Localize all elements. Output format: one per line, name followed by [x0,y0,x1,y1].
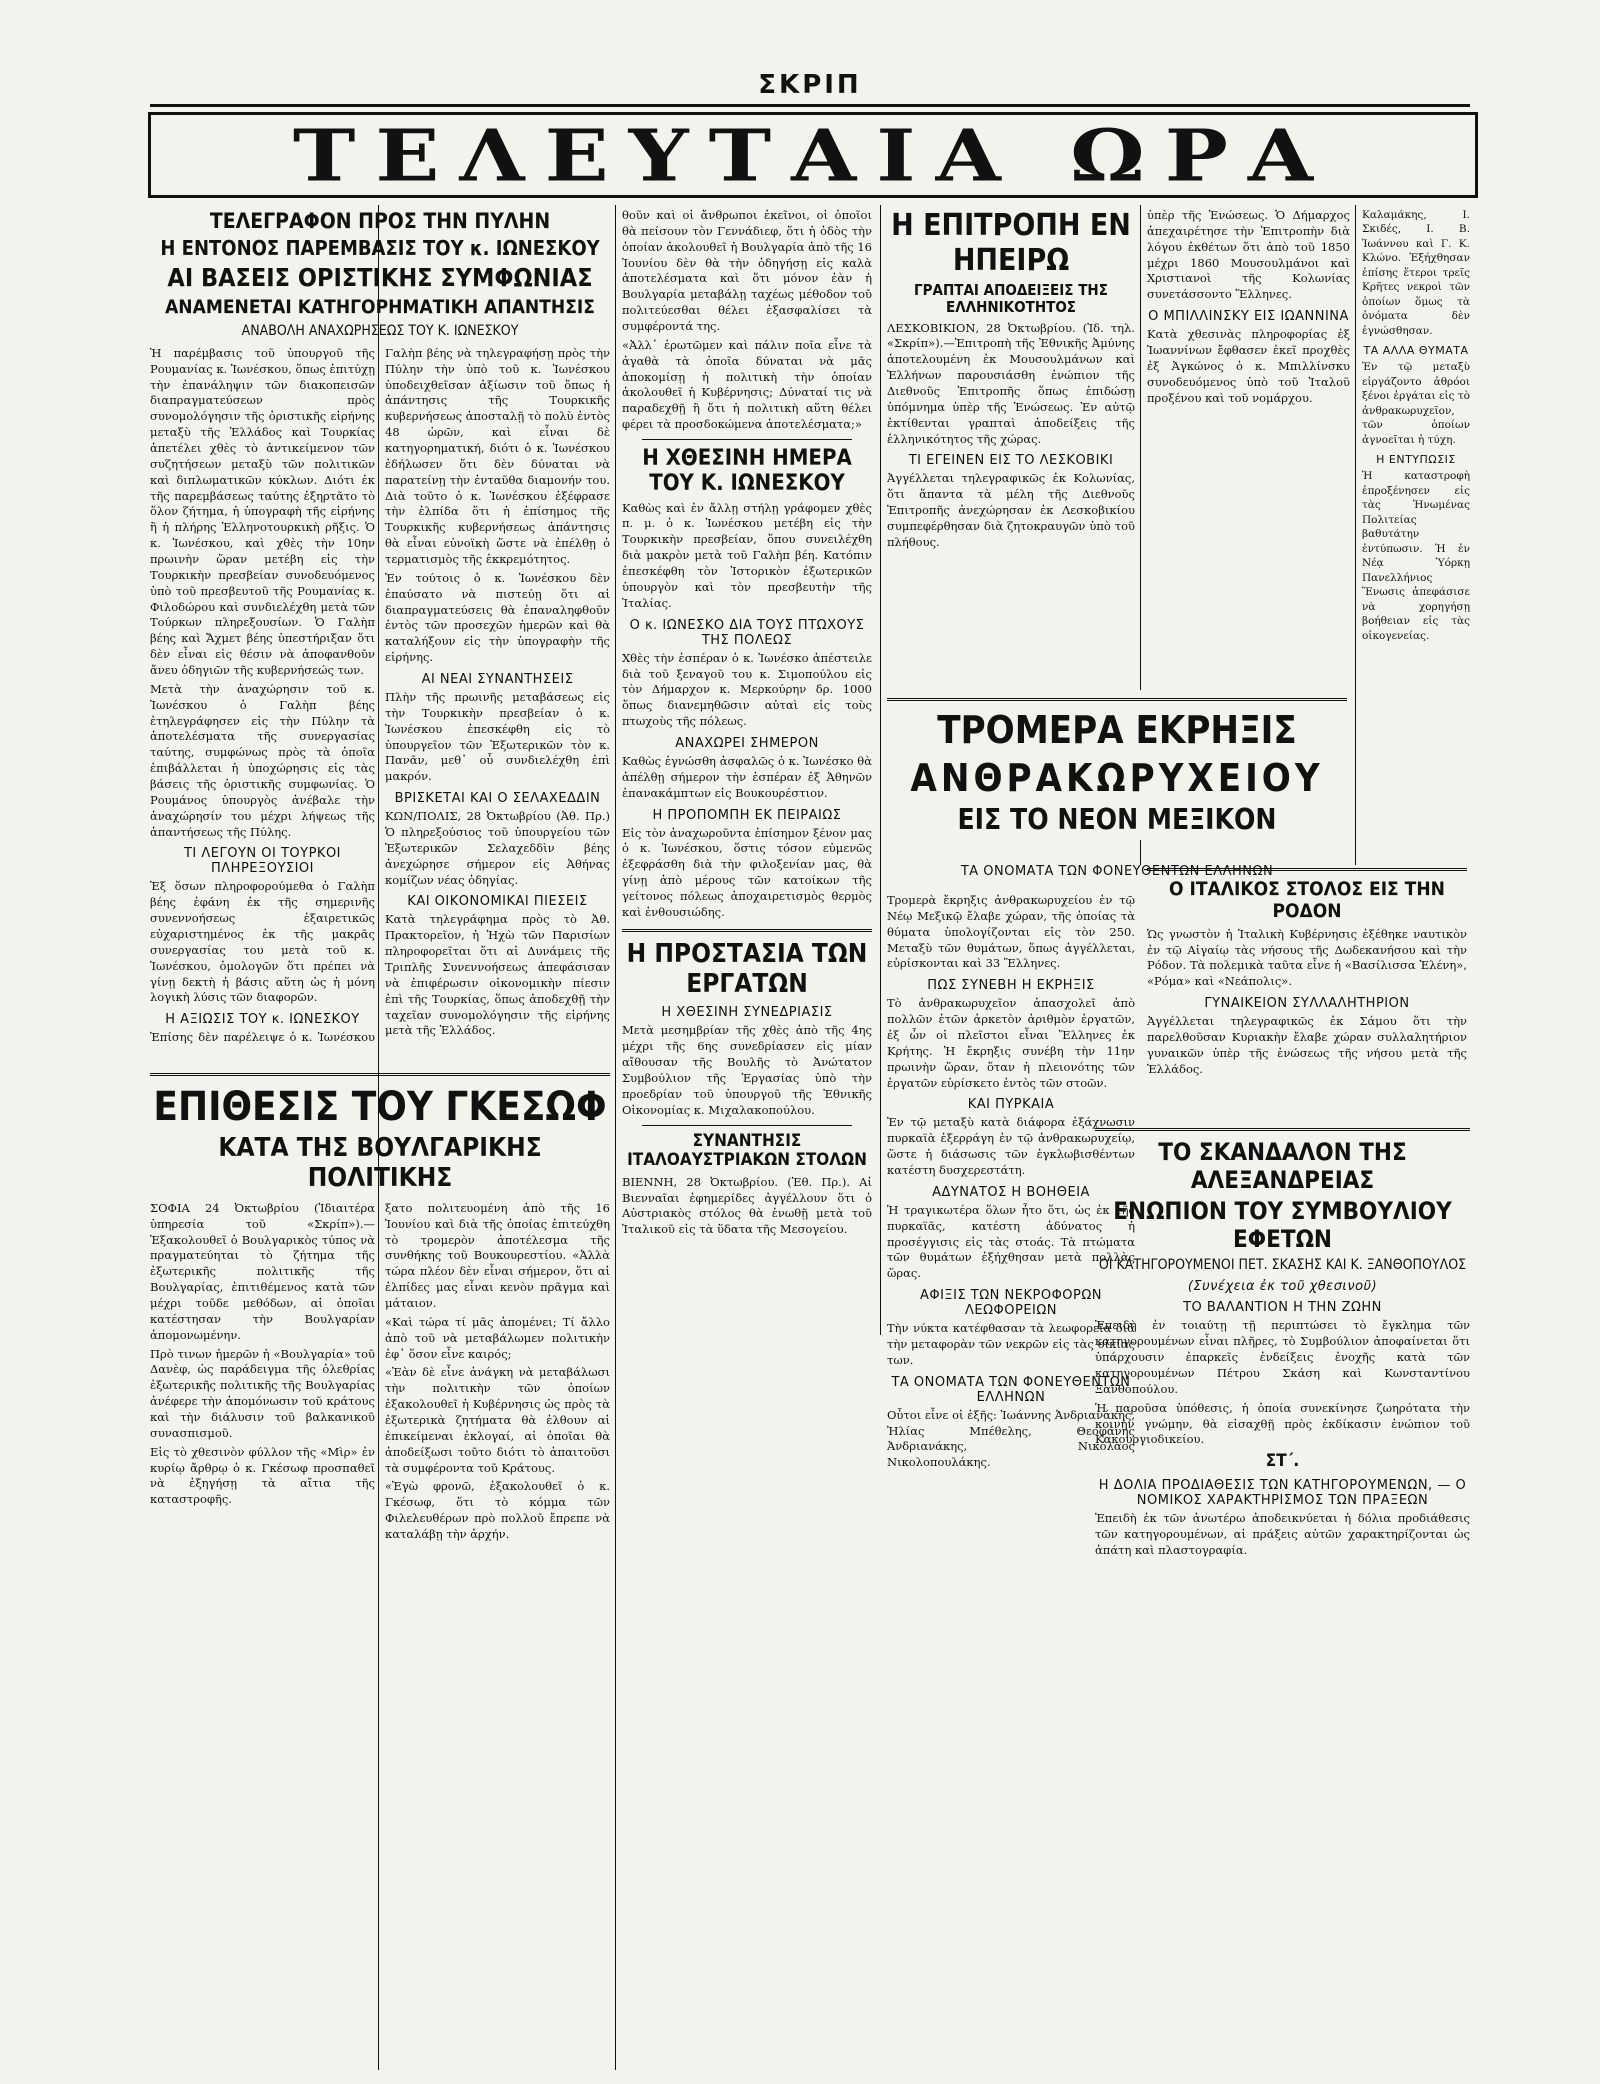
article-text: Εἰς τὸ χθεσινὸν φύλλον τῆς «Μὶρ» ἐν κυρίῳ ἄρθρῳ ὁ κ. Γκέσωφ προσπαθεῖ νὰ ἐξηγήσῃ τὰ αἴτια τῆς καταστροφῆς. [150,1444,375,1507]
headline: Η ΧΘΕΣΙΝΗ ΗΜΕΡΑ ΤΟΥ Κ. ΙΩΝΕΣΚΟΥ [642,446,852,497]
article-text: Ἐπειδὴ ἐκ τῶν ἀνωτέρω ἀποδεικνύεται ἡ δόλια προδιάθεσις τῶν κατηγορουμένων, αἱ πράξεις αὐτῶν χαρακτηρίζονται ὡς ἀπάτη καὶ πλαστογραφία. [1095,1510,1470,1557]
article-text: Κατὰ χθεσινὰς πληροφορίας ἐξ Ἰωαννίνων ἔφθασεν ἐκεῖ προχθὲς ἐξ Ἀγκώνος ὁ κ. Μπιλλίνσκυ συνοδευόμενος ὑπὸ τοῦ Ἰταλοῦ προξένου καὶ τοῦ νομάρχου. [1147,327,1350,405]
subheadline: ΑΝΑΒΟΛΗ ΑΝΑΧΩΡΗΣΕΩΣ ΤΟΥ Κ. ΙΩΝΕΣΚΟΥ [241,322,519,339]
subheadline: ΑΙ ΝΕΑΙ ΣΥΝΑΝΤΗΣΕΙΣ [421,672,574,688]
separator [642,439,852,440]
article-text: «Ἐὰν δὲ εἶνε ἀνάγκη νὰ μεταβάλωσι τὴν πολιτικὴν τῶν ὁποίων ἐξακολουθεῖ ἡ Κυβέρνησις ὡς πρὸς τὰ ἐξωτερικὰ ζητήματα θὰ ἐλθουν αἱ ἐπικείμεναι ἐκλογαί, αἱ ὁποῖαι θὰ ἀποδείξωσι τοῦτο διότι τὸ ἀπαιτοῦσι τὰ συμφέροντα τοῦ Κράτους. [385,1365,610,1475]
subheadline: ΑΔΥΝΑΤΟΣ Η ΒΟΗΘΕΙΑ [932,1184,1090,1200]
article-text: ΣΟΦΙΑ 24 Ὀκτωβρίου (Ἰδιαιτέρα ὑπηρεσία τοῦ «Σκρίπ»).—Ἐξακολουθεῖ ὁ Βουλγαρικὸς τύπος νὰ πραγματεύηται τὸ ζήτημα τῆς ἐξωτερικῆς πολιτικῆς τῆς Βουλγαρίας, ἐπιτιθέμενος κατὰ τῶν μέχρι τοῦδε μεθόδων, αἱ ὁποῖαι κατέστησαν τὴν Βουλγαρίαν ἀπομονωμένην. [150,1200,375,1342]
separator [1095,1128,1470,1131]
article-text: Καθὼς ἐγνώσθη ἀσφαλῶς ὁ κ. Ἰωνέσκο θὰ ἀπέλθῃ σήμερον τὴν ἑσπέραν ἐξ Ἀθηνῶν ἐπανακάμπτων εἰς Βουκουρέστιον. [622,753,872,800]
article-text: Ἡ τραγικωτέρα ὅλων ἦτο ὅτι, ὡς ἐκ τῆς πυρκαϊᾶς, κατέστη ἀδύνατος ἡ προσέγγισις εἰς τὰς στοάς. Τὰ πτώματα τῶν θυμάτων ἐξήχθησαν μετὰ πολλὰς ὥρας. [887,1202,1135,1281]
headline: ΣΥΝΑΝΤΗΣΙΣ ΙΤΑΛΟΑΥΣΤΡΙΑΚΩΝ ΣΤΟΛΩΝ [627,1130,867,1171]
section-banner [148,112,1478,198]
article-text: ξατο πολιτευομένη ἀπὸ τῆς 16 Ἰουνίου καὶ διὰ τῆς ὁποίας ἐπιτεύχθη τὸ τρομερὸν ἀποτέλεσμα τῆς συνθήκης τοῦ Βουκουρεστίου. «Ἀλλὰ τώρα πλέον δὲν εἶναι σήμερον, ὅτι αἱ ἐλπίδες μας εἶναι κενὸν πρᾶγμα καὶ μάταιον. [385,1200,610,1310]
subheadline: ΤΑ ΟΝΟΜΑΤΑ ΤΩΝ ΦΟΝΕΥΘΕΝΤΩΝ ΕΛΛΗΝΩΝ [960,864,1274,879]
column-rule [615,205,616,2070]
subheadline: ΤΙ ΕΓΕΙΝΕΝ ΕΙΣ ΤΟ ΛΕΣΚΟΒΙΚΙ [908,453,1114,469]
article-text: Ἐξ ὅσων πληροφορούμεθα ὁ Γαλὴπ βέης ἐφάνη ἐκ τῆς σημερινῆς συνεννοήσεως ἐξαιρετικῶς εὐχαριστημένος ἐκ τῆς μακρᾶς συνεργασίας του μετὰ τοῦ κ. Ἰωνέσκου, ὁμολογῶν ὅτι πρέπει νὰ γίνῃ δεκτὴ ἡ βάσις αὕτη ὡς ἡ μόνη λογικὴ λύσις τῶν διαφορῶν. [150,879,375,1005]
article-text: Ἡ παρέμβασις τοῦ ὑπουργοῦ τῆς Ρουμανίας κ. Ἰωνέσκου, ὅπως ἐπιτύχῃ τὴν ἐπανάληψιν τῶν διακοπεισῶν διαπραγματεύσεων πρὸς συνομολόγησιν τῆς ὁριστικῆς εἰρήνης μεταξὺ τῆς Ἑλλάδος καὶ Τουρκίας ἀπετέλει χθὲς τὸ ἀντικείμενον τῶν συζητήσεων μεταξὺ τῶν πολιτικῶν καὶ διπλωματικῶν κύκλων. Διότι ἐκ τῆς παρεμβάσεως ταύτης ἐξηρτᾶτο τὸ ὅλον ζήτημα, ἡ ὑπογραφὴ τῆς εἰρήνης ἢ ἡ πλήρης Ἑλληνοτουρκικὴ ρῆξις. Ὁ κ. Ἰωνέσκου, καὶ χθὲς τὴν 10ην πρωινὴν ὥραν μετέβη εἰς τὴν Τουρκικὴν πρεσβείαν συνοδευόμενος ὑπὸ τοῦ πρεσβευτοῦ τῆς Ρουμανίας κ. Φιλοδώρου καὶ συνδιελέχθη μετὰ τῶν Τούρκων πληρεξουσίων. Ὁ Γαλὴπ βέης καὶ Ἄχμετ βέης ὑπεστήριξαν ὅτι δὲν εἶναι εἰς θέσιν νὰ ἀποφανθοῦν ἄνευ ὁδηγιῶν τῆς κυβερνήσεώς των. [150,345,375,678]
article-text: Τὸ ἀνθρακωρυχεῖον ἀπασχολεῖ ἀπὸ πολλῶν ἐτῶν ἀρκετὸν ἀριθμὸν ἐργατῶν, ἐξ ὧν οἱ πλεῖστοι εἶναι Ἕλληνες ἐκ Κρήτης. Ἡ ἔκρηξις συνέβη τὴν 11ην πρωινὴν ὥραν, ὅταν ἡ πλειονότης τῶν ἐργατῶν εὑρίσκετο ἐντὸς τῶν στοῶν. [887,996,1135,1090]
article-text: Ἐν τῷ μεταξὺ εἰργάζοντο ἀθρόοι ξένοι ἐργάται εἰς τὸ ἀνθρακωρυχεῖον, τῶν ὁποίων ἀγνοεῖται ἡ τύχη. [1362,361,1470,446]
continuation-note: (Συνέχεια ἐκ τοῦ χθεσινοῦ) [1187,1279,1378,1295]
article-text: Ἐπειδὴ ἐν τοιαύτῃ τῇ περιπτώσει τὸ ἔγκλημα τῶν κατηγορουμένων εἶναι πλῆρες, τὸ Συμβούλιον ἀποφαίνεται ὅτι ὑπάρχουσιν ἐπαρκεῖς ἐνδείξεις ἐνοχῆς κατὰ τῶν κατηγορουμένων Πέτρου Σκάση καὶ Κωνσταντίνου Ξανθοπούλου. [1095,1318,1470,1396]
article-text: Ὡς γνωστὸν ἡ Ἰταλικὴ Κυβέρνησις ἐξέθηκε ναυτικὸν ἐν τῷ Αἰγαίῳ τὰς νήσους τῆς Δωδεκανήσου καὶ τὴν Ρόδον. Τὰ πολεμικὰ ταῦτα εἶνε ἡ «Βασίλισσα Ἑλένη», «Ρόμα» καὶ «Νεάπολις». [1147,926,1467,989]
subheadline: ΟΙ ΚΑΤΗΓΟΡΟΥΜΕΝΟΙ ΠΕΤ. ΣΚΑΣΗΣ ΚΑΙ Κ. ΞΑΝΘΟΠΟΥΛΟΣ [1098,1257,1467,1274]
subheadline: Η ΔΟΛΙΑ ΠΡΟΔΙΑΘΕΣΙΣ ΤΩΝ ΚΑΤΗΓΟΡΟΥΜΕΝΩΝ, — Ο ΝΟΜΙΚΟΣ ΧΑΡΑΚΤΗΡΙΣΜΟΣ ΤΩΝ ΠΡΑΞΕΩΝ [1098,1477,1467,1508]
separator [887,698,1347,701]
subheadline: Η ΕΝΤΥΠΩΣΙΣ [1376,453,1456,467]
separator [642,1125,852,1126]
subheadline: Η ΧΘΕΣΙΝΗ ΣΥΝΕΔΡΙΑΣΙΣ [661,1005,833,1021]
article-text: ΛΕΣΚΟΒΙΚΙΟΝ, 28 Ὀκτωβρίου. (Ἰδ. τηλ. «Σκρίπ»).—Ἐπιτροπὴ τῆς Ἐθνικῆς Ἀμύνης ἀποτελουμένη ἐκ Μουσουλμάνων καὶ Ἑλλήνων παρουσιάσθη ἐνώπιον τῆς Διεθνοῦς Ἐπιτροπῆς ὅπως ἐπιδώσῃ ὑπόμνημα ὑπὲρ τῆς Ἑνώσεως. Ἐν αὐτῷ ἐκτίθενται γραπταὶ ἀποδείξεις τῆς ἑλληνικότητος τῆς χώρας. [887,320,1135,446]
article-text: Ἀγγέλλεται τηλεγραφικῶς ἐκ Σάμου ὅτι τὴν παρελθοῦσαν Κυριακὴν ἔλαβε χώραν συλλαλητήριον γυναικῶν ὑπὲρ τῆς ἑνώσεως τῆς νήσου μετὰ τῆς Ἑλλάδος. [1147,1014,1467,1076]
article-epirus-cont [1147,205,1350,685]
section-number: ΣΤ΄. [1265,1451,1300,1472]
headline: ΕΙΣ ΤΟ ΝΕΟΝ ΜΕΞΙΚΟΝ [957,803,1277,837]
article-victims [1362,205,1470,865]
separator [150,1073,610,1076]
subheadline: ΓΡΑΠΤΑΙ ΑΠΟΔΕΙΞΕΙΣ ΤΗΣ ΕΛΛΗΝΙΚΟΤΗΤΟΣ [914,281,1108,317]
article-text: Γαλὴπ βέης νὰ τηλεγραφήσῃ πρὸς τὴν Πύλην τὴν ὑπὸ τοῦ κ. Ἰωνέσκου ὑποδειχθεῖσαν ἀξίωσιν τοῦ ὅπως ἡ ἀπάντησις τῆς Τουρκικῆς κυβερνήσεως ἀποσταλῇ τὸ πολὺ ἐντὸς 48 ὡρῶν, καὶ εἶναι δὲ κατηγορηματική, διότι ὁ κ. Ἰωνέσκου ἐδήλωσεν ὅτι δὲν δύναται νὰ παρατείνῃ τὴν ἐνταῦθα διαμονήν του. Διὰ τοῦτο ὁ κ. Ἰωνέσκου ἐξέφρασε τὴν ἐλπίδα ὅτι ἡ ἐπίσημος τῆς Τουρκικῆς κυβερνήσεως ἀπάντησις θὰ εἶναι εὐνοϊκὴ ὥστε νὰ ἐπέλθῃ ὁ τερματισμὸς τῆς ἐκκρεμότητος. [385,345,610,566]
article-text: «Ἐγὼ φρονῶ, ἐξακολουθεῖ ὁ κ. Γκέσωφ, ὅτι τὸ κόμμα τῶν Φιλελευθέρων πρὸ πολλοῦ ἔπρεπε νὰ καταλάβῃ τὴν ἀρχήν. [385,1479,610,1541]
headline: ΑΙ ΒΑΣΕΙΣ ΟΡΙΣΤΙΚΗΣ ΣΥΜΦΩΝΙΑΣ [167,263,593,293]
subheadline: ΚΑΙ ΠΥΡΚΑΙΑ [967,1097,1055,1113]
article-text: «Καὶ τώρα τί μᾶς ἀπομένει; Τί ἄλλο ἀπὸ τοῦ νὰ μεταβάλωμεν πολιτικὴν ἐφ᾽ ὅσον εἶνε καιρός; [385,1314,610,1361]
banner-title: ΤΕΛΕΥΤΑΙΑ ΩΡΑ [292,112,1334,198]
subheadline: ΤΟ ΒΑΛΑΝΤΙΟΝ Η ΤΗΝ ΖΩΗΝ [1183,1300,1382,1316]
subheadline: ΠΩΣ ΣΥΝΕΒΗ Η ΕΚΡΗΞΙΣ [927,978,1095,994]
headline: ΑΝΘΡΑΚΩΡΥΧΕΙΟΥ [910,755,1324,800]
column-rule [880,205,881,1335]
article-text: Ἡ παροῦσα ὑπόθεσις, ἡ ὁποία συνεκίνησε ζωηρότατα τὴν κοινὴν γνώμην, θὰ εἰσαχθῇ πρὸς ἐκδίκασιν ἐνώπιον τοῦ Κακουργιοδικείου. [1095,1400,1470,1447]
article-text: Ἐπίσης δὲν παρέλειψε ὁ κ. Ἰωνέσκου [150,1030,375,1045]
subheadline: ΑΦΙΞΙΣ ΤΩΝ ΝΕΚΡΟΦΟΡΩΝ ΛΕΩΦΟΡΕΙΩΝ [919,1288,1103,1319]
column-rule [1355,205,1356,865]
article-telegram-porte [150,205,610,1045]
article-text: ὑπὲρ τῆς Ἑνώσεως. Ὁ Δήμαρχος ἀπεχαιρέτησε τὴν Ἐπιτροπὴν διὰ λόγου ἐκθέτων ὅτι ἀπὸ τοῦ 1850 μέχρι 1860 Μουσουλμάνοι καὶ Χριστιανοὶ τῆς Κολωνίας συνετάσσοντο Ἕλληνες. [1147,208,1350,302]
article-text: Ἐν τῷ μεταξὺ κατὰ διάφορα ἐξάχνωσιν πυρκαϊὰ ἐξερράγη ἐν τῷ ἀνθρακωρυχείῳ, ὥστε ἡ διάσωσις τῶν ἐγκλωβισθέντων κατέστη δυσχερεστάτη. [887,1115,1135,1178]
article-mine-explosion-head [887,690,1347,840]
article-text: Τὴν νύκτα κατέφθασαν τὰ λεωφορεῖα διὰ τὴν μεταφορὰν τῶν νεκρῶν εἰς τὰς οἰκίας των. [887,1321,1135,1367]
subheadline: Ο ΜΠΙΛΛΙΝΣΚΥ ΕΙΣ ΙΩΑΝΝΙΝΑ [1148,309,1349,325]
article-text: Ἐν τούτοις ὁ κ. Ἰωνέσκου δὲν ἐπαύσατο νὰ πιστεύῃ ὅτι αἱ διαπραγματεύσεις θὰ ἐπαναληφθοῦν ἐντὸς τῶν προσεχῶν ἡμερῶν καὶ θὰ καταλήξουν εἰς τὴν ὑπογραφὴν τῆς εἰρήνης. [385,570,610,665]
subheadline: ΓΥΝΑΙΚΕΙΟΝ ΣΥΛΛΑΛΗΤΗΡΙΟΝ [1204,996,1410,1012]
article-text: Χθὲς τὴν ἑσπέραν ὁ κ. Ἰωνέσκο ἀπέστειλε διὰ τοῦ ξεναγοῦ του κ. Σιμοπούλου εἰς τὸν Δήμαρχον κ. Μερκούρην δρ. 1000 ὅπως διανεμηθῶσιν αὐταὶ εἰς τοὺς πτωχοὺς τῆς πόλεως. [622,650,872,729]
headline: ΤΟ ΣΚΑΝΔΑΛΟΝ ΤΗΣ ΑΛΕΞΑΝΔΡΕΙΑΣ [1158,1138,1407,1194]
headline: ΑΝΑΜΕΝΕΤΑΙ ΚΑΤΗΓΟΡΗΜΑΤΙΚΗ ΑΠΑΝΤΗΣΙΣ [165,295,595,318]
separator [1147,868,1467,871]
top-rule [150,104,1470,107]
headline: ΤΕΛΕΓΡΑΦΟΝ ΠΡΟΣ ΤΗΝ ΠΥΛΗΝ [209,209,551,233]
headline: Η ΠΡΟΣΤΑΣΙΑ ΤΩΝ ΕΡΓΑΤΩΝ [626,938,868,999]
article-text: Πρὸ τινων ἡμερῶν ἡ «Βουλγαρία» τοῦ Δανὲφ, ὡς παράδειγμα τῆς ὀλεθρίας ἐξωτερικῆς πολιτικῆς τῆς Βουλγαρίας ἀνέφερε τὴν ἀπομόνωσιν τοῦ κράτους καὶ τὴν διάλυσιν τοῦ βαλκανικοῦ συνασπισμοῦ. [150,1346,375,1440]
article-text: Εἰς τὸν ἀναχωροῦντα ἐπίσημον ξένον μας ὁ κ. Ἰωνέσκου, ὅστις τόσον εὐμενῶς ἐξεφράσθη διὰ τὴν φιλοξενίαν μας, θὰ γίνῃ ἀπὸ μέρους τῶν κατοίκων τῆς γείτονος πόλεως ἀποχαιρετισμὸς θερμὸς καὶ ἐνθουσιώδης. [622,825,872,919]
article-text: Μετὰ μεσημβρίαν τῆς χθὲς ἀπὸ τῆς 4ης μέχρι τῆς 6ης συνεδρίασεν εἰς μίαν αἴθουσαν τῆς Βουλῆς τὸ Ἀνώτατον Συμβούλιον τῆς Ἐργασίας ὑπὸ τὴν προεδρίαν τοῦ ὑπουργοῦ τῆς Ἐθνικῆς Οἰκονομίας κ. Μιχαλακοπούλου. [622,1023,872,1117]
article-text: θοῦν καὶ οἱ ἄνθρωποι ἐκεῖνοι, οἱ ὁποῖοι θὰ πείσουν τὸν Γεννάδιεφ, ὅτι ἡ ὁδὸς τὴν ὁποίαν ἀκολουθεῖ ἡ Βουλγαρία ἀπὸ τῆς 16 Ἰουνίου δὲν θὰ τὴν ὁδηγήσῃ εἰς καλὰ ἀποτελέσματα καὶ ὅτι μόνον ἐὰν ἡ Βουλγαρία μεταβάλῃ ταχέως μέθοδον τοῦ πολιτεύεσθαι θέλει ἐξασφαλίσει τὰ συμφέροντά της. [622,208,872,334]
subheadline: ΑΝΑΧΩΡΕΙ ΣΗΜΕΡΟΝ [675,735,819,751]
article-text: Κατὰ τηλεγράφημα πρὸς τὸ Ἀθ. Πρακτορεῖον, ἡ Ἠχὼ τῶν Παρισίων πληροφορεῖται ὅτι αἱ Δυνάμεις τῆς Τριπλῆς Συνεννοήσεως ἀπεφάσισαν νὰ ἐπιφέρωσιν οἰκονομικὴν πίεσιν ἐπὶ τῆς Τουρκίας, ὅπως ἀποδεχθῇ τὴν ταχεῖαν συνομολόγησιν τῆς εἰρήνης μετὰ τῆς Ἑλλάδος. [385,912,610,1038]
article-ionescu-day [622,205,872,2070]
headline: Η ΕΝΤΟΝΟΣ ΠΑΡΕΜΒΑΣΙΣ ΤΟΥ κ. ΙΩΝΕΣΚΟΥ [160,236,600,261]
subheadline: ΒΡΙΣΚΕΤΑΙ ΚΑΙ Ο ΣΕΛΑΧΕΔΔΙΝ [394,791,601,807]
subheadline: Η ΠΡΟΠΟΜΠΗ ΕΚ ΠΕΙΡΑΙΩΣ [652,807,842,823]
subheadline: ΤΙ ΛΕΓΟΥΝ ΟΙ ΤΟΥΡΚΟΙ ΠΛΗΡΕΞΟΥΣΙΟΙ [183,846,342,877]
subheadline: ΚΑΙ ΟΙΚΟΝΟΜΙΚΑΙ ΠΙΕΣΕΙΣ [407,894,588,910]
subheadline: Ο κ. ΙΩΝΕΣΚΟ ΔΙΑ ΤΟΥΣ ΠΤΩΧΟΥΣ ΤΗΣ ΠΟΛΕΩΣ [629,617,865,648]
article-text: ΒΙΕΝΝΗ, 28 Ὀκτωβρίου. (Ἐθ. Πρ.). Αἱ Βιενναῖαι ἐφημερίδες ἀγγέλλουν ὅτι ὁ Αὐστριακὸς στόλος θὰ ἑνωθῇ μετὰ τοῦ Ἰταλικοῦ εἰς τὰ ὕδατα τῆς Μεσογείου. [622,1174,872,1237]
article-alexandria-scandal [1095,1120,1470,2070]
headline: ΚΑΤΑ ΤΗΣ ΒΟΥΛΓΑΡΙΚΗΣ ΠΟΛΙΤΙΚΗΣ [218,1133,542,1193]
article-text: Τρομερὰ ἔκρηξις ἀνθρακωρυχείου ἐν τῷ Νέῳ Μεξικῷ ἔλαβε χώραν, τῆς ὁποίας τὰ θύματα ὑπολογίζονται εἰς τὸν 250. Μεταξὺ τῶν θυμάτων, ὅπως ἀγγέλλεται, εὑρίσκονται καὶ 33 Ἕλληνες. [887,893,1135,971]
spacer [1362,660,1470,661]
headline: ΤΡΟΜΕΡΑ ΕΚΡΗΞΙΣ [937,708,1297,752]
separator [622,929,872,932]
headline: Η ΕΠΙΤΡΟΠΗ ΕΝ ΗΠΕΙΡΩ [891,208,1131,278]
article-text: ΚΩΝ/ΠΟΛΙΣ, 28 Ὀκτωβρίου (Ἀθ. Πρ.) Ὁ πληρεξούσιος τοῦ ὑπουργείου τῶν Ἐξωτερικῶν Σελαχεδδὶν βέης ἀνεχώρησε σήμερον εἰς Ἀθήνας κομίζων νέας ὁδηγίας. [385,809,610,887]
headline: ΕΠΙΘΕΣΙΣ ΤΟΥ ΓΚΕΣΩΦ [153,1084,607,1130]
headline: Ο ΙΤΑΛΙΚΟΣ ΣΤΟΛΟΣ ΕΙΣ ΤΗΝ ΡΟΔΟΝ [1169,878,1445,922]
article-text: «Ἀλλ᾽ ἐρωτῶμεν καὶ πάλιν ποῖα εἶνε τὰ ἀγαθὰ τὰ ὁποῖα δύναται νὰ μᾶς ἀποκομίσῃ ἡ πολιτικὴ τὴν ὁποίαν ἀκολουθεῖ ἡ Κυβέρνησις; Δύναταί τις νὰ παραδεχθῇ ἢ ὅτι ἡ πολιτικὴ αὕτη θέλει φέρει τὰ προσδοκώμενα ἀποτελέσματα;» [622,337,872,432]
article-text: Οὗτοι εἶνε οἱ ἑξῆς: Ἰωάννης Ἀνδριανάκης, Ἠλίας Μπέθελης, Θεοφάνης Ἀνδριανάκης, Νικόλαος Νικολοπουλάκης. [887,1407,1135,1470]
subheadline: Η ΑΞΙΩΣΙΣ ΤΟΥ κ. ΙΩΝΕΣΚΟΥ [165,1012,360,1028]
article-gueshoff [150,1065,610,2070]
article-text: Ἡ καταστροφὴ ἐπροξένησεν εἰς τὰς Ἡνωμένας Πολιτείας βαθυτάτην ἐντύπωσιν. Ἡ ἐν Νέᾳ Ὑόρκῃ Πανελλήνιος Ἕνωσις ἀπεφάσισε νὰ χορηγήσῃ βοήθειαν εἰς τὰς οἰκογενείας. [1362,470,1470,642]
article-text: Καλαμάκης, Ι. Σκιδές, Ι. Β. Ἰωάννου καὶ Γ. Κ. Κλώνο. Ἐξήχθησαν ἐπίσης ἕτεροι τρεῖς Κρῆτες νεκροὶ τῶν ὁποίων ὅμως τὰ ὀνόματα δὲν ἐγνώσθησαν. [1362,209,1470,337]
subheadline: ΤΑ ΑΛΛΑ ΘΥΜΑΤΑ [1363,344,1469,358]
article-text: Καθὼς καὶ ἐν ἄλλῃ στήλῃ γράφομεν χθὲς π. μ. ὁ κ. Ἰωνέσκου μετέβη εἰς τὴν Τουρκικὴν πρεσβείαν, ὅπου συνειλέχθη διὰ μακρὸν μετὰ τοῦ Γαλὴπ βέη. Κατόπιν ἐπεσκέφθη τὸν Ἰστορικὸν ἐξωτερικῶν ὑπουργὸν καὶ τὸν πρεσβευτὴν τῆς Ἰταλίας. [622,500,872,610]
subheadline: ΤΑ ΟΝΟΜΑΤΑ ΤΩΝ ΦΟΝΕΥΘΕΝΤΩΝ ΕΛΛΗΝΩΝ [891,1374,1131,1405]
paper-name: ΣΚΡΙΠ [758,70,862,100]
article-text: Ἀγγέλλεται τηλεγραφικῶς ἐκ Κολωνίας, ὅτι ἅπαντα τὰ μέλη τῆς Διεθνοῦς Ἐπιτροπῆς ἀνεχώρησαν ἐκ Λεσκοβικίου συμπεφέρθησαν διὰ ζητοκραυγῶν ὑπὸ τοῦ πλήθους. [887,471,1135,549]
article-text: Πλὴν τῆς πρωινῆς μεταβάσεως εἰς τὴν Τουρκικὴν πρεσβείαν ὁ κ. Ἰωνέσκου ἐπεσκέφθη εἰς τὸ ὑπουργεῖον τῶν Ἐξωτερικῶν τὸν κ. Πανᾶν, μεθ᾽ οὗ συνδιελέχθη ἐπὶ μακρόν. [385,690,610,784]
article-text: Μετὰ τὴν ἀναχώρησιν τοῦ κ. Ἰωνέσκου ὁ Γαλὴπ βέης ἐτηλεγράφησεν εἰς τὴν Πύλην τὰ ἀποτελέσματα τῆς συνεργασίας ταύτης, συμφώνως πρὸς τὰ ὁποῖα ἐπιβάλλεται ἡ ὑποχώρησις εἰς τὰς βάσεις τῆς ὁριστικῆς συμφωνίας. Ὁ Ρουμάνος ὑπουργὸς ἀνέβαλε τὴν ἀναχώρησίν του μέχρι λήψεως τῆς ἀπαντήσεως τῆς Πύλης. [150,681,375,839]
headline: ΕΝΩΠΙΟΝ ΤΟΥ ΣΥΜΒΟΥΛΙΟΥ ΕΦΕΤΩΝ [1113,1197,1452,1253]
